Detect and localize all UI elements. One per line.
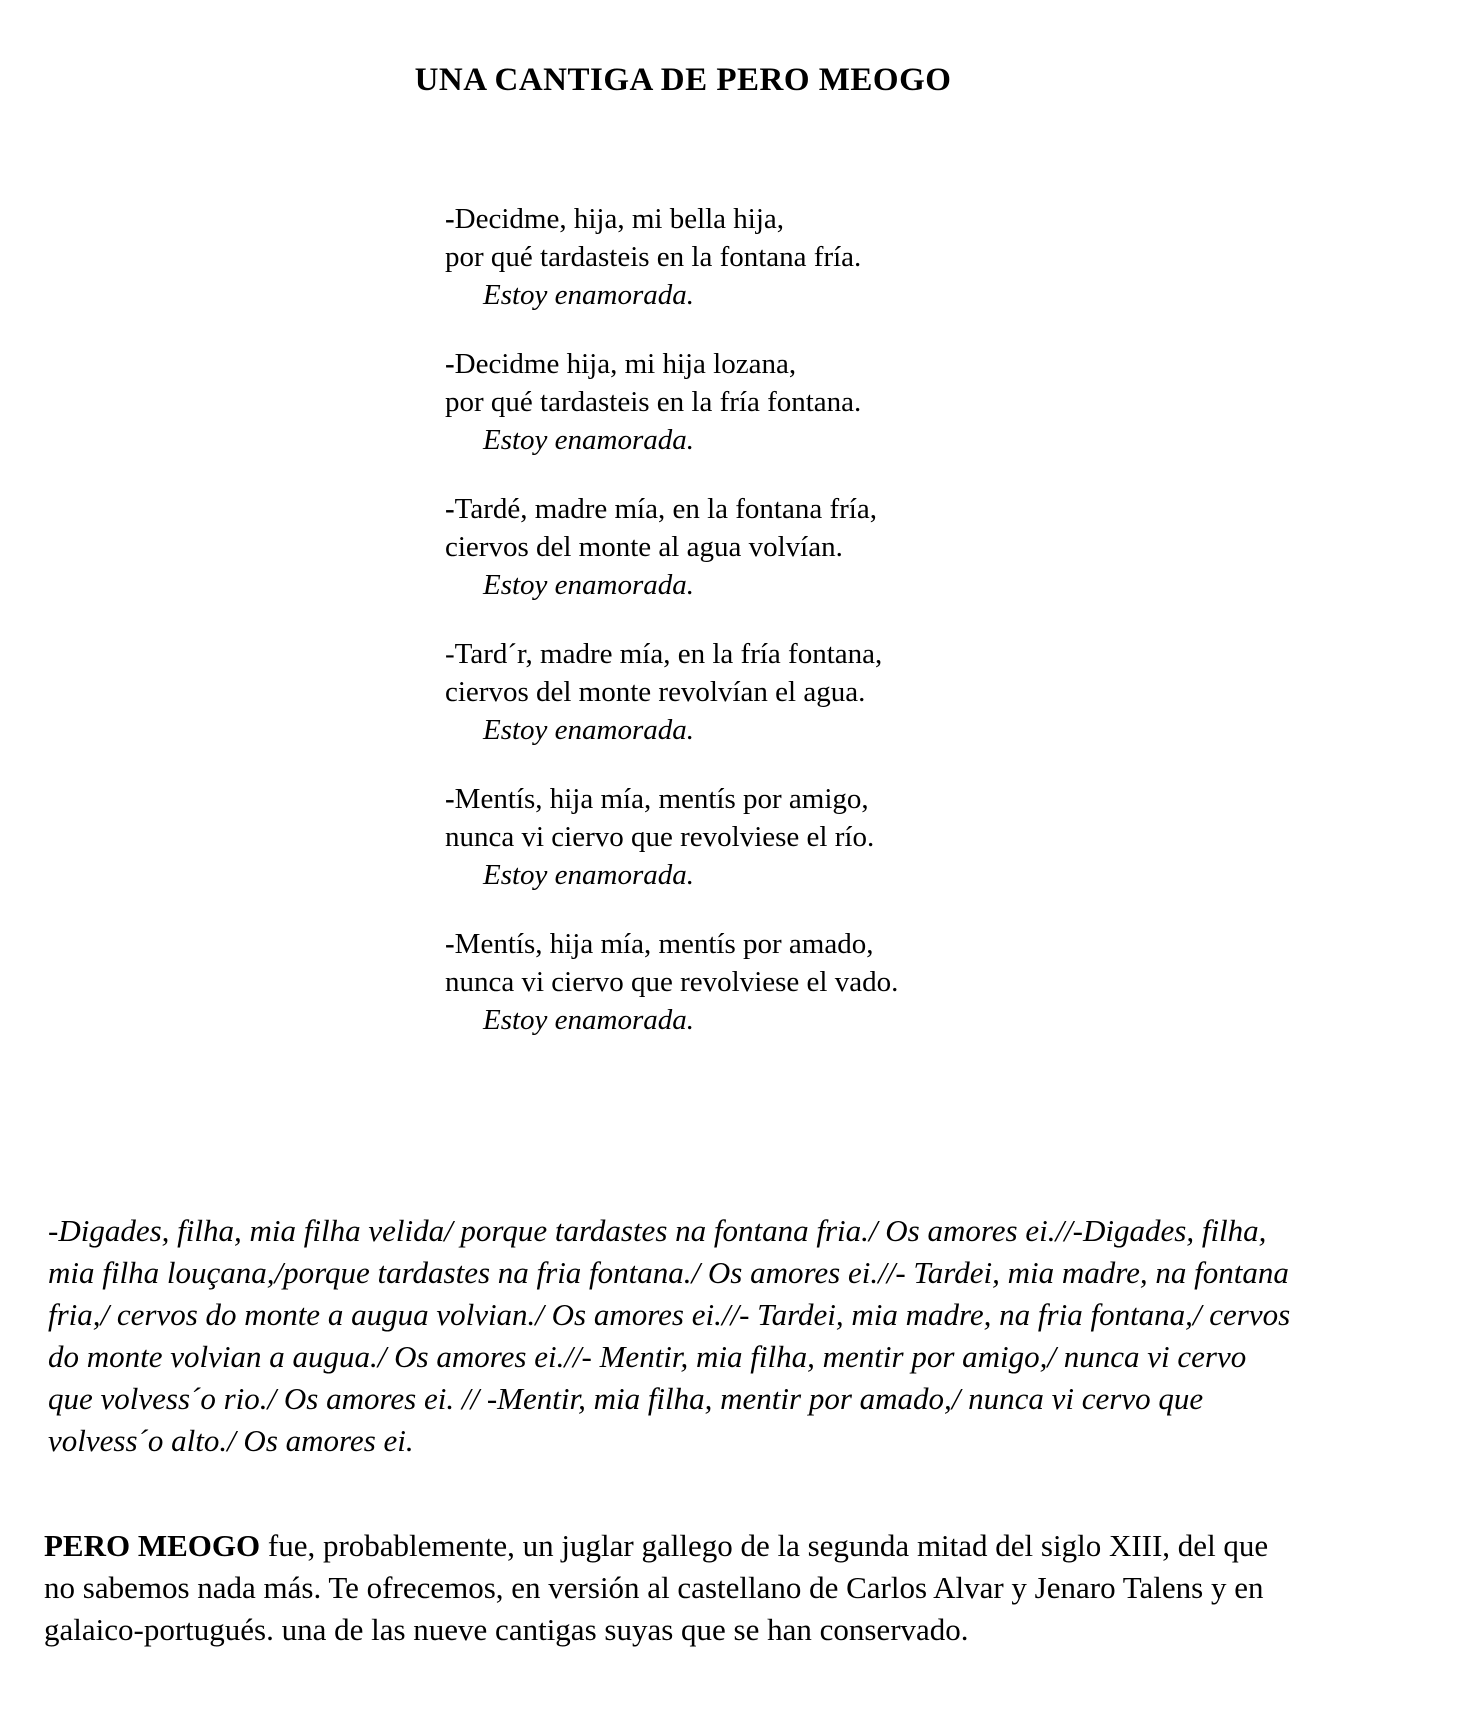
verse-text: Decidme, hija, mi bella hija,	[454, 203, 785, 236]
stanza-5	[445, 780, 1484, 894]
verse-line	[445, 200, 1484, 238]
original-line: -Digades, filha, mia filha velida/ porque tardastes na fontana fria./ Os amores ei.//-Digades, filha,	[48, 1213, 1267, 1249]
verse-line: ciervos del monte al agua volvían.	[445, 531, 843, 564]
author-name: PERO MEOGO	[44, 1528, 261, 1564]
verse-text: Mentís, hija mía, mentís por amado,	[454, 928, 874, 961]
verse-line	[445, 780, 1484, 818]
verse-text: Mentís, hija mía, mentís por amigo,	[454, 783, 869, 816]
verse-line: nunca vi ciervo que revolviese el vado.	[445, 966, 899, 999]
bio-line: no sabemos nada más. Te ofrecemos, en versión al castellano de Carlos Alvar y Jenaro Talens y en	[44, 1570, 1264, 1606]
refrain-line: Estoy enamorada.	[483, 569, 695, 602]
verse-line	[445, 345, 1484, 383]
verse-dash: -	[445, 203, 455, 236]
verse-line	[445, 925, 1484, 963]
bio-line: galaico-portugués. una de las nueve cantigas suyas que se han conservado.	[44, 1612, 969, 1648]
verse-text: Decidme hija, mi hija lozana,	[454, 348, 797, 381]
verse-line	[445, 490, 1484, 528]
original-line: volvess´o alto./ Os amores ei.	[48, 1423, 414, 1459]
verse-line: nunca vi ciervo que revolviese el río.	[445, 821, 875, 854]
verse-dash: -	[445, 928, 455, 961]
verse-line: ciervos del monte revolvían el agua.	[445, 676, 866, 709]
original-line: mia filha louçana,/porque tardastes na fria fontana./ Os amores ei.//- Tardei, mia madre, na fontana	[48, 1255, 1289, 1291]
refrain-line: Estoy enamorada.	[483, 714, 695, 747]
author-bio	[44, 1525, 1444, 1651]
bio-text: fue, probablemente, un juglar gallego de la segunda mitad del siglo XIII, del que	[260, 1528, 1269, 1564]
verse-line: por qué tardasteis en la fría fontana.	[445, 386, 862, 419]
verse-dash: -	[445, 348, 455, 381]
original-line: do monte volvian a augua./ Os amores ei.//- Mentir, mia filha, mentir por amigo,/ nunca vi cervo	[48, 1339, 1247, 1375]
refrain-line: Estoy enamorada.	[483, 424, 695, 457]
original-line: que volvess´o rio./ Os amores ei. // -Mentir, mia filha, mentir por amado,/ nunca vi cervo que	[48, 1381, 1204, 1417]
verse-dash: -	[445, 638, 455, 671]
page-title: UNA CANTIGA DE PERO MEOGO	[414, 62, 952, 99]
document-page	[0, 22, 1484, 1730]
original-line: fria,/ cervos do monte a augua volvian./ Os amores ei.//- Tardei, mia madre, na fria fontana,/ cervos	[48, 1297, 1291, 1333]
verse-dash: -	[445, 783, 455, 816]
poem-galician-original	[48, 1210, 1456, 1462]
poem-spanish-version	[445, 200, 1484, 1039]
verse-text: Tard´r, madre mía, en la fría fontana,	[454, 638, 883, 671]
refrain-line: Estoy enamorada.	[483, 859, 695, 892]
verse-dash: -	[445, 493, 455, 526]
stanza-2	[445, 345, 1484, 459]
bio-line	[44, 1525, 1444, 1567]
refrain-line: Estoy enamorada.	[483, 1004, 695, 1037]
verse-text: Tardé, madre mía, en la fontana fría,	[454, 493, 877, 526]
refrain-line: Estoy enamorada.	[483, 279, 695, 312]
stanza-4	[445, 635, 1484, 749]
stanza-6	[445, 925, 1484, 1039]
verse-line: por qué tardasteis en la fontana fría.	[445, 241, 862, 274]
stanza-1	[445, 200, 1484, 314]
stanza-3	[445, 490, 1484, 604]
verse-line	[445, 635, 1484, 673]
